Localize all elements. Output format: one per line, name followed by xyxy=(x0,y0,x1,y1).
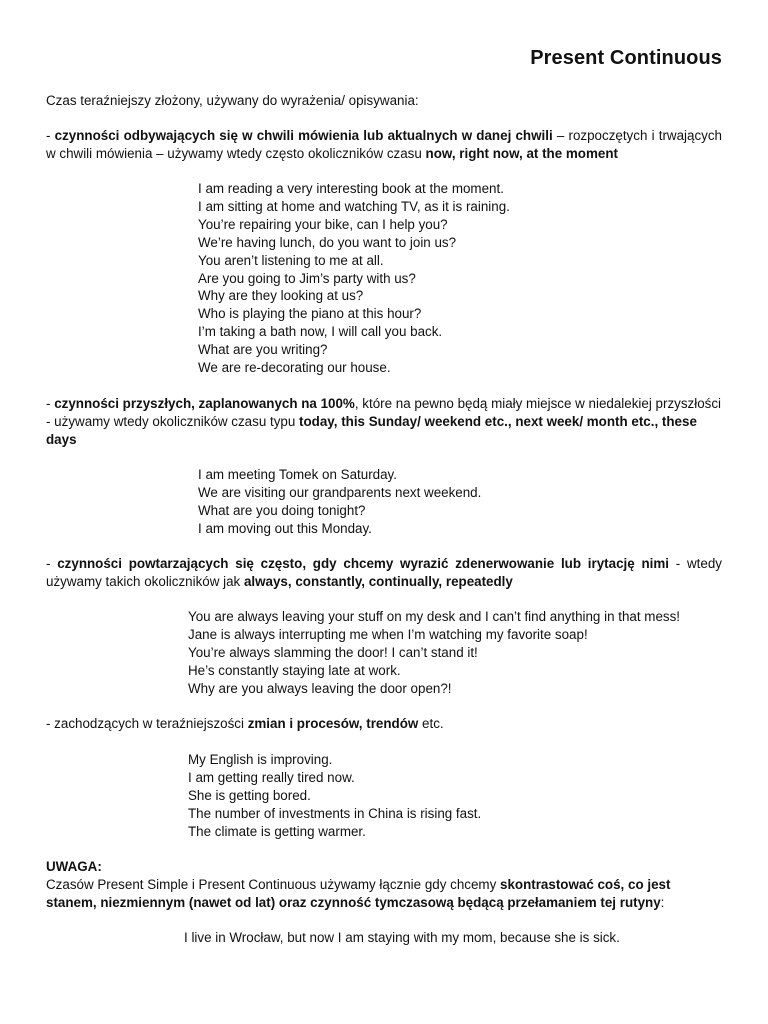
section-4-bold-a: zmian i procesów, trendów xyxy=(247,716,419,731)
section-2-text-a: - xyxy=(46,396,55,411)
section-1-text-a: - xyxy=(46,128,55,143)
note-text xyxy=(46,876,722,912)
example-sentence: You are always leaving your stuff on my desk and I can’t find anything in that mess! xyxy=(188,609,681,624)
note-text-b: : xyxy=(660,895,665,910)
section-1-examples xyxy=(198,180,510,377)
intro-text: Czas teraźniejszy złożony, używany do wyrażenia/ opisywania: xyxy=(46,93,419,108)
section-2-bold-a: czynności przyszłych, zaplanowanych na 100% xyxy=(54,396,355,411)
section-4-examples xyxy=(188,751,481,841)
example-sentence: We are visiting our grandparents next weekend. xyxy=(198,484,482,500)
section-2-text-b: , które na pewno będą miały miejsce w niedalekiej przyszłości - używamy wtedy okoliczników czasu typu xyxy=(46,396,722,429)
example-sentence: My English is improving. xyxy=(188,752,333,767)
example-sentence: I am getting really tired now. xyxy=(188,769,355,785)
note-heading: UWAGA: xyxy=(46,859,102,874)
section-3-bold-a: czynności powtarzających się często, gdy chcemy wyrazić zdenerwowanie lub irytację nimi xyxy=(57,556,669,571)
section-1-bold-b: now, right now, at the moment xyxy=(425,146,618,161)
section-1-description xyxy=(46,127,722,163)
section-2-bold-b: today, this Sunday/ weekend etc., next week/ month etc., these days xyxy=(46,414,697,447)
example-sentence: What are you doing tonight? xyxy=(198,502,366,518)
example-sentence: The climate is getting warmer. xyxy=(188,823,366,839)
section-3-examples xyxy=(188,608,680,698)
section-3-bold-b: always, constantly, continually, repeatedly xyxy=(243,574,513,589)
section-3-description xyxy=(46,555,722,591)
section-4-text-a: - zachodzących w teraźniejszości xyxy=(46,716,248,731)
section-4-text-b: etc. xyxy=(418,716,444,731)
example-sentence: What are you writing? xyxy=(198,342,328,358)
section-4-description xyxy=(46,715,722,733)
example-sentence: The number of investments in China is rising fast. xyxy=(188,805,482,821)
example-sentence: I am meeting Tomek on Saturday. xyxy=(198,467,397,482)
example-sentence: We’re having lunch, do you want to join us? xyxy=(198,234,457,250)
example-sentence: She is getting bored. xyxy=(188,787,311,803)
example-sentence: Why are you always leaving the door open?! xyxy=(188,680,452,696)
example-sentence: We are re-decorating our house. xyxy=(198,360,391,376)
example-sentence: I’m taking a bath now, I will call you back. xyxy=(198,324,443,340)
section-2-description xyxy=(46,395,722,449)
section-3-text-b: - wtedy używamy takich okoliczników jak xyxy=(46,556,722,589)
section-2-examples xyxy=(198,466,481,538)
example-sentence: You aren’t listening to me at all. xyxy=(198,252,384,268)
example-sentence: I am moving out this Monday. xyxy=(198,520,372,536)
example-sentence: Who is playing the piano at this hour? xyxy=(198,306,422,322)
example-sentence: Are you going to Jim’s party with us? xyxy=(198,270,416,286)
section-1-text-b: – rozpoczętych i trwających w chwili mówienia – używamy wtedy często okoliczników czasu xyxy=(46,128,722,161)
section-3-text-a: - xyxy=(46,556,58,571)
example-sentence: You’re repairing your bike, can I help you? xyxy=(198,216,448,232)
note-bold: skontrastować coś, co jest stanem, niezmiennym (nawet od lat) oraz czynność tymczasową będącą przełamaniem tej rutyny xyxy=(46,877,671,910)
example-sentence: You’re always slamming the door! I can’t stand it! xyxy=(188,644,478,660)
note-example-sentence: I live in Wrocław, but now I am staying with my mom, because she is sick. xyxy=(184,930,620,945)
page-title: Present Continuous xyxy=(530,47,722,69)
example-sentence: Why are they looking at us? xyxy=(198,288,364,304)
section-1-bold-a: czynności odbywających się w chwili mówienia lub aktualnych w danej chwili xyxy=(54,128,553,143)
example-sentence: I am reading a very interesting book at the moment. xyxy=(198,181,504,196)
example-sentence: Jane is always interrupting me when I’m watching my favorite soap! xyxy=(188,626,588,642)
note-text-a: Czasów Present Simple i Present Continuous używamy łącznie gdy chcemy xyxy=(46,877,500,892)
example-sentence: He’s constantly staying late at work. xyxy=(188,662,401,678)
example-sentence: I am sitting at home and watching TV, as it is raining. xyxy=(198,198,510,214)
